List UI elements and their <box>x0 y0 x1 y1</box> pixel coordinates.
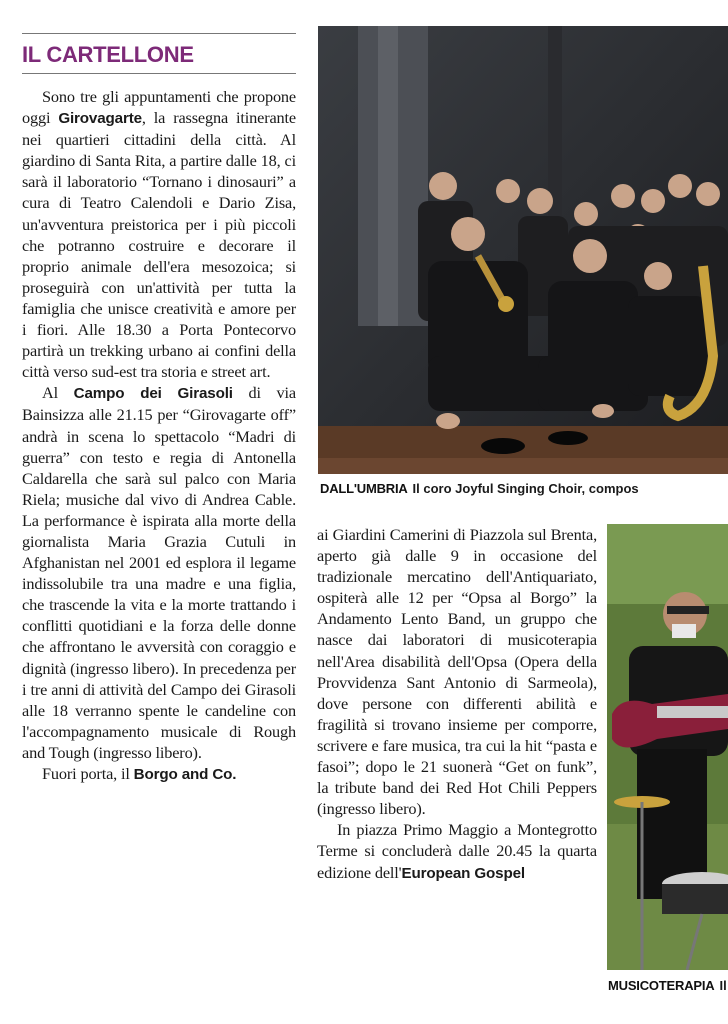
paragraph-3 <box>22 763 296 785</box>
title-rule <box>22 73 296 74</box>
caption-text: Il coro Joyful Singing Choir, compos <box>412 481 639 496</box>
text: In piazza Primo Maggio a Montegrotto Terme si concluderà dalle 20.45 la quarta edizione dell' <box>317 820 597 882</box>
music-therapy-photo-caption <box>608 978 728 993</box>
article-column-1 <box>22 86 296 1004</box>
music-therapy-photo-illustration <box>607 524 728 970</box>
section-title: IL CARTELLONE <box>22 42 194 67</box>
choir-photo <box>318 26 728 474</box>
article-column-2 <box>317 524 597 1004</box>
paragraph-4 <box>317 524 597 819</box>
music-therapy-photo <box>607 524 728 970</box>
top-rule <box>22 33 296 34</box>
text: Sono tre gli appuntamenti che propone oggi <box>22 87 296 128</box>
paragraph-5 <box>317 819 597 883</box>
bold-text: European Gospel <box>401 864 525 882</box>
choir-photo-caption <box>320 481 728 496</box>
choir-photo-illustration <box>318 26 728 474</box>
text: Al <box>42 383 74 403</box>
paragraph-1 <box>22 86 296 382</box>
bold-text: Campo dei Girasoli <box>73 385 233 403</box>
bold-text: Borgo and Co. <box>133 766 237 783</box>
paragraph-2 <box>22 382 296 763</box>
caption-kicker: MUSICOTERAPIA <box>608 978 715 993</box>
text: , la rassegna itinerante nei quartieri cittadini della città. Al giardino di Santa Rita, a partire dalle 18, ci sarà il laboratorio “Tornano i dinosauri” a cura di Teatro Calendoli e Dario Zisa, un'avventura preistorica per i più piccoli che potranno costruire e decorare il proprio animale dell'era mesozoica; si proseguirà con un'attività per tutta la famiglia che unisce creatività e amore per i fiori. Alle 18.30 a Porta Pontecorvo partirà un trekking urbano ai confini della città verso sud-est tra storia e street art. <box>22 108 296 382</box>
text: Fuori porta, il <box>42 764 134 783</box>
text: di via Bainsizza alle 21.15 per “Girovagarte off” andrà in scena lo spettacolo “Madri di guerra” con testo e regia di Antonella Caldarella che sarà sul palco con Maria Riela; musiche dal vivo di Andrea Cable. La performance è ispirata alla morte della giornalista Maria Grazia Cutuli in Afghanistan nel 2001 ed esplora il legame indissolubile tra una madre e una figlia, che trascende la vita e la morte trattando i conflitti quotidiani e la forza delle donne che affrontano le avversità con coraggio e dignità (ingresso libero). In precedenza per i tre anni di attività del Campo dei Girasoli alle 18 verranno spente le candeline con l'accompagnamento musicale di Rough and Tough (ingresso libero). <box>22 383 296 762</box>
bold-text: Girovagarte <box>58 110 142 128</box>
caption-kicker: DALL'UMBRIA <box>320 481 408 496</box>
caption-text: Il <box>719 978 727 993</box>
text: ai Giardini Camerini di Piazzola sul Brenta, aperto già dalle 9 in occasione del tradizionale mercatino dell'Antiquariato, ospiterà alle 12 per “Opsa al Borgo” la Andamento Lento Band, un gruppo che nasce dai laboratori di musicoterapia nell'Area disabilità dell'Opsa (Opera della Provvidenza Sant Antonio di Sarmeola), dove persone con differenti abilità e fragilità si trovano insieme per comporre, scrivere e fare musica, tra cui la hit “pasta e fasoi”; dopo le 21 suonerà “Get on funk”, la tribute band dei Red Hot Chili Peppers (ingresso libero). <box>317 525 597 819</box>
